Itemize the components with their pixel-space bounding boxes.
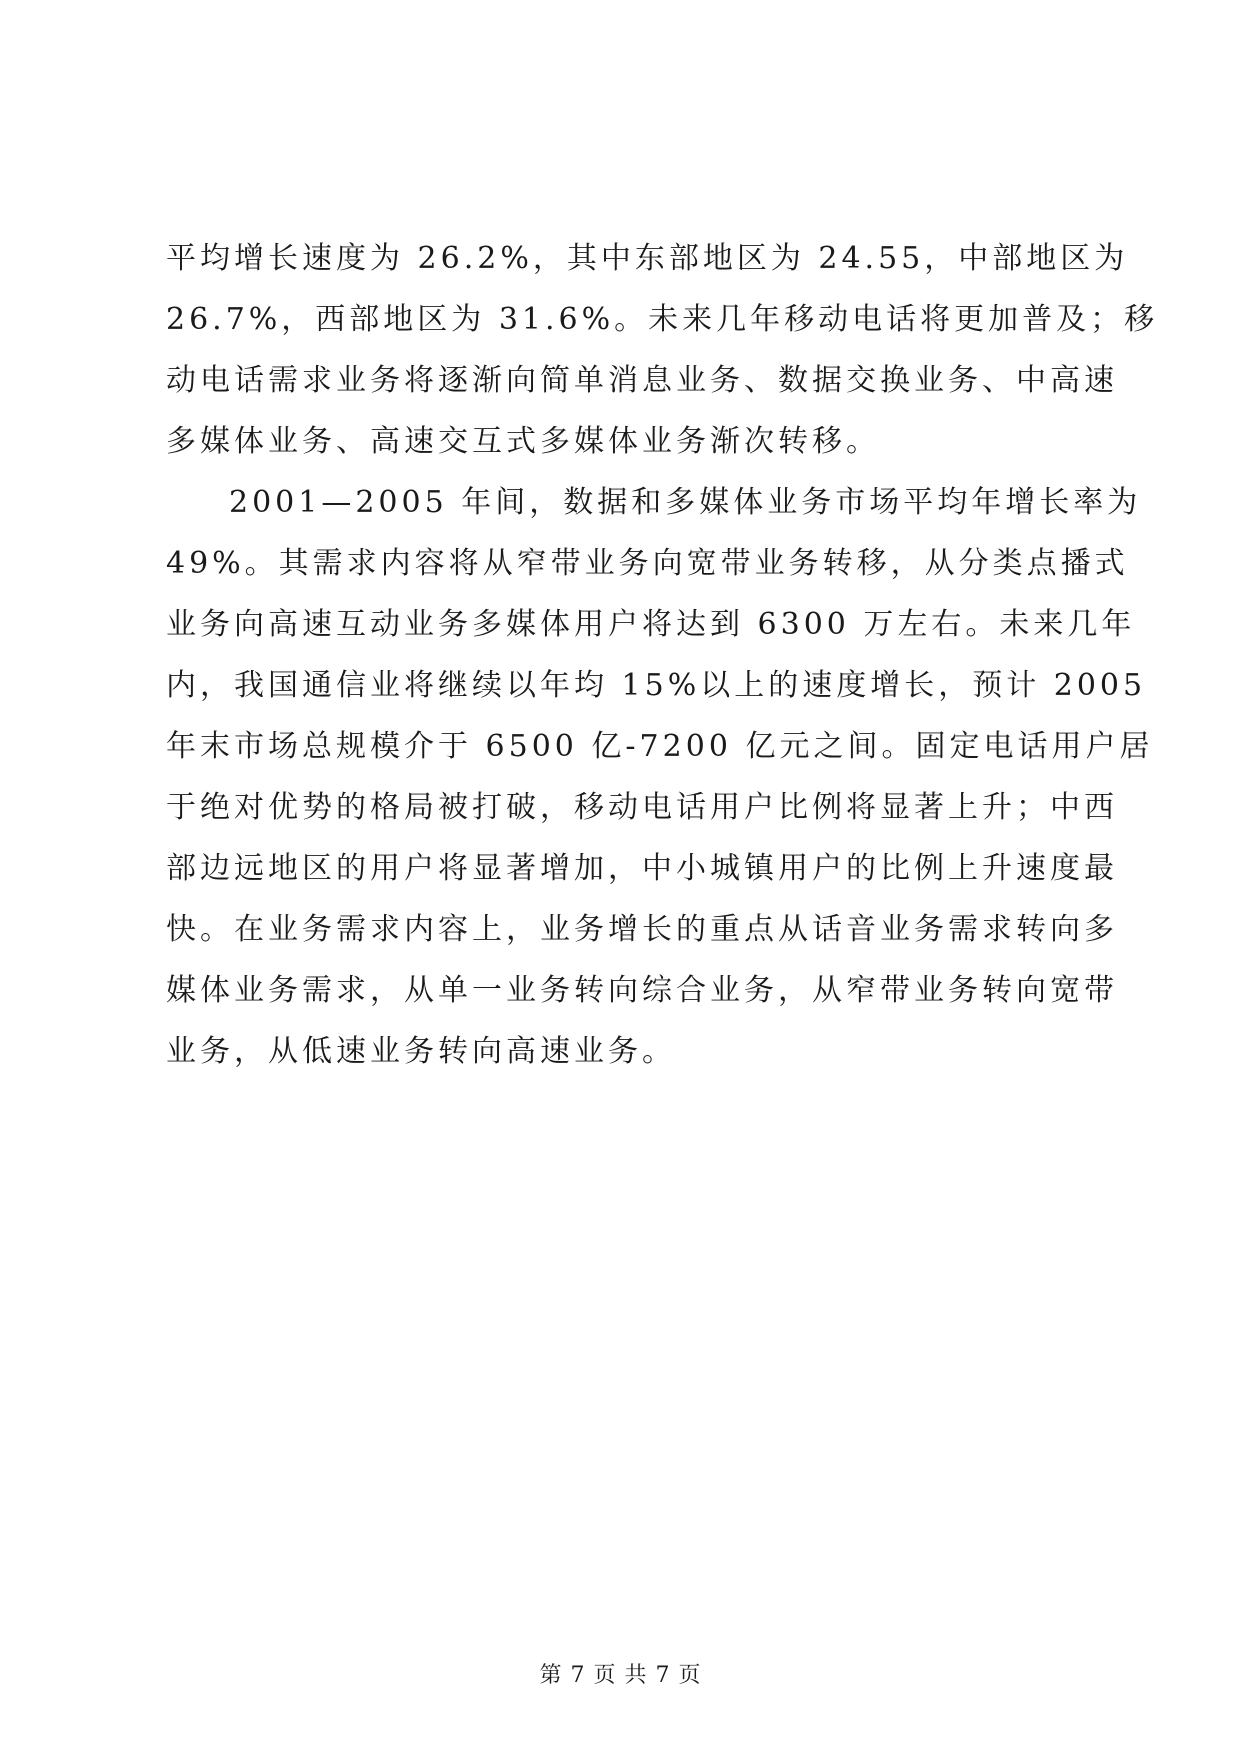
text-line: 多媒体业务、高速交互式多媒体业务渐次转移。 (166, 424, 880, 459)
text-line: 2001—2005 年间，数据和多媒体业务市场平均年增长率为 (229, 485, 1142, 520)
text-line: 49%。其需求内容将从窄带业务向宽带业务转移，从分类点播式 (166, 546, 1129, 581)
text-line: 部边远地区的用户将显著增加，中小城镇用户的比例上升速度最 (166, 851, 1118, 886)
page-footer: 第 7 页 共 7 页 (539, 1663, 702, 1688)
text-line: 业务，从低速业务转向高速业务。 (166, 1034, 676, 1069)
body-text (166, 228, 1159, 1082)
text-line: 媒体业务需求，从单一业务转向综合业务，从窄带业务转向宽带 (166, 973, 1118, 1008)
text-line: 年末市场总规模介于 6500 亿-7200 亿元之间。固定电话用户居 (166, 729, 1154, 764)
text-line: 平均增长速度为 26.2%，其中东部地区为 24.55，中部地区为 (166, 241, 1129, 276)
text-line: 动电话需求业务将逐渐向简单消息业务、数据交换业务、中高速 (166, 363, 1118, 398)
text-line: 快。在业务需求内容上，业务增长的重点从话音业务需求转向多 (166, 912, 1118, 947)
text-line: 于绝对优势的格局被打破，移动电话用户比例将显著上升；中西 (166, 790, 1118, 825)
text-line: 业务向高速互动业务多媒体用户将达到 6300 万左右。未来几年 (166, 607, 1136, 642)
text-line: 26.7%，西部地区为 31.6%。未来几年移动电话将更加普及；移 (166, 302, 1159, 337)
paragraph-2 (166, 472, 1154, 1082)
paragraph-1 (166, 228, 1159, 472)
text-line: 内，我国通信业将继续以年均 15%以上的速度增长，预计 2005 (166, 668, 1147, 703)
